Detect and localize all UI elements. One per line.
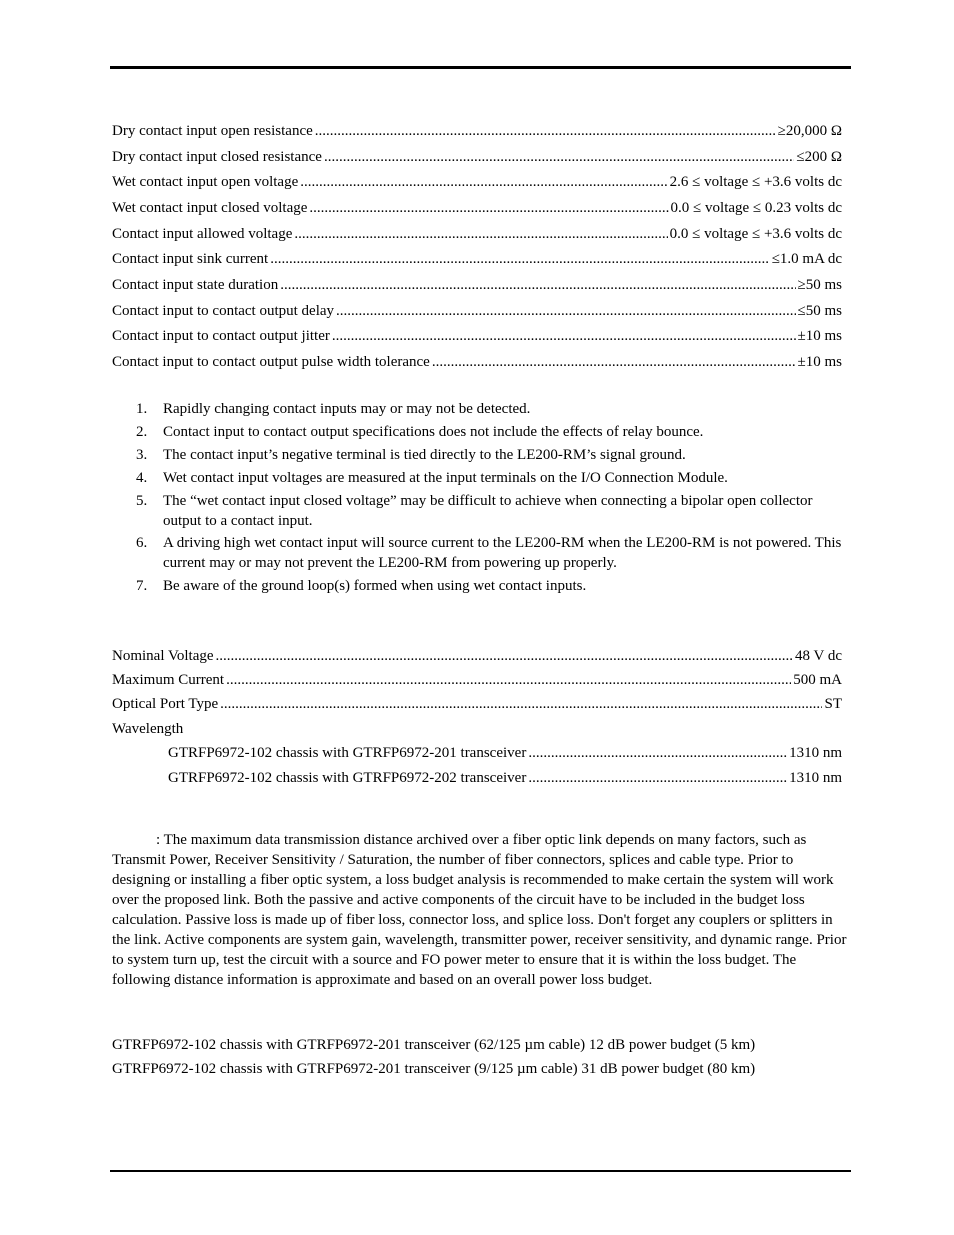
spec-row bbox=[168, 743, 842, 763]
spec-row bbox=[112, 275, 842, 295]
spec-row bbox=[112, 249, 842, 269]
note-text: A driving high wet contact input will source current to the LE200-RM when the LE200-RM is not powered. This current may or may not prevent the LE200-RM from powering up properly. bbox=[163, 535, 842, 571]
spec-value: 1310 nm bbox=[789, 770, 842, 786]
spec-value: 0.0 ≤ voltage ≤ 0.23 volts dc bbox=[670, 200, 842, 216]
spec-label: Contact input allowed voltage bbox=[112, 226, 293, 242]
spec-label: Wet contact input closed voltage bbox=[112, 200, 308, 216]
spec-row bbox=[112, 352, 842, 372]
note-text: Wet contact input voltages are measured at the input terminals on the I/O Connection Module. bbox=[163, 470, 728, 486]
spec-value: ≤1.0 mA dc bbox=[771, 251, 842, 267]
spec-label: Contact input to contact output jitter bbox=[112, 328, 330, 344]
dot-leader bbox=[324, 147, 794, 167]
spec-row bbox=[112, 326, 842, 346]
distance-paragraph: : The maximum data transmission distance archived over a fiber optic link depends on many factors, such as Transmit Power, Receiver Sensitivity / Saturation, the number of fiber connectors, splices and cable type. Prior to designing or installing a fiber optic system, a loss budget analysis is recommended to make certain the system will work over the proposed link. Both the passive and active components of the circuit have to be included in the budget loss calculation. Passive loss is made up of fiber loss, connector loss, and splice loss. Don't forget any couplers or splitters in the link. Active components are system gain, wavelength, transmitter power, receiver sensitivity, and dynamic range. Prior to system turn up, test the circuit with a source and FO power meter to ensure that it is within the loss budget. The following distance information is approximate and based on an overall power loss budget. bbox=[112, 832, 847, 988]
wavelength-heading: Wavelength bbox=[112, 721, 184, 737]
spec-label: Dry contact input open resistance bbox=[112, 123, 313, 139]
note-item bbox=[136, 422, 846, 442]
note-text: Be aware of the ground loop(s) formed when using wet contact inputs. bbox=[163, 578, 587, 594]
spec-label: Contact input state duration bbox=[112, 277, 279, 293]
spec-row bbox=[112, 147, 842, 167]
spec-label: Optical Port Type bbox=[112, 696, 219, 712]
spec-row bbox=[112, 694, 842, 714]
spec-label: Wet contact input open voltage bbox=[112, 174, 299, 190]
spec-row bbox=[112, 646, 842, 666]
dot-leader bbox=[432, 352, 796, 372]
note-item bbox=[136, 491, 846, 531]
spec-value: 0.0 ≤ voltage ≤ +3.6 volts dc bbox=[669, 226, 842, 242]
note-number: 1. bbox=[136, 401, 148, 417]
spec-label: Dry contact input closed resistance bbox=[112, 149, 322, 165]
dot-leader bbox=[309, 198, 668, 218]
note-number: 7. bbox=[136, 578, 148, 594]
spec-value: 500 mA bbox=[793, 672, 842, 688]
note-number: 3. bbox=[136, 447, 148, 463]
note-text: The “wet contact input closed voltage” may be difficult to achieve when connecting a bipolar open collector output to a contact input. bbox=[163, 493, 813, 529]
note-number: 6. bbox=[136, 535, 148, 551]
dot-leader bbox=[226, 670, 791, 690]
spec-label: Contact input to contact output pulse width tolerance bbox=[112, 354, 430, 370]
dot-leader bbox=[300, 172, 667, 192]
header-rule bbox=[110, 66, 851, 69]
footer-rule bbox=[110, 1170, 851, 1172]
note-item bbox=[136, 445, 846, 465]
spec-row bbox=[112, 670, 842, 690]
dot-leader bbox=[294, 224, 667, 244]
spec-value: ≤50 ms bbox=[797, 303, 842, 319]
spec-row bbox=[112, 198, 842, 218]
spec-row bbox=[112, 301, 842, 321]
note-number: 5. bbox=[136, 493, 148, 509]
note-text: Contact input to contact output specifications does not include the effects of relay bounce. bbox=[163, 424, 704, 440]
note-text: The contact input’s negative terminal is tied directly to the LE200-RM’s signal ground. bbox=[163, 447, 686, 463]
dot-leader bbox=[280, 275, 795, 295]
dot-leader bbox=[336, 301, 795, 321]
spec-label: Contact input sink current bbox=[112, 251, 269, 267]
note-item bbox=[136, 576, 846, 596]
spec-value: ≥50 ms bbox=[797, 277, 842, 293]
note-item bbox=[136, 468, 846, 488]
spec-row bbox=[168, 768, 842, 788]
spec-label: GTRFP6972-102 chassis with GTRFP6972-202 transceiver bbox=[168, 770, 527, 786]
note-number: 4. bbox=[136, 470, 148, 486]
spec-value: 2.6 ≤ voltage ≤ +3.6 volts dc bbox=[669, 174, 842, 190]
note-item bbox=[136, 399, 846, 419]
spec-row bbox=[112, 224, 842, 244]
note-text: Rapidly changing contact inputs may or may not be detected. bbox=[163, 401, 531, 417]
spec-value: ≥20,000 Ω bbox=[777, 123, 842, 139]
spec-value: ±10 ms bbox=[797, 354, 842, 370]
dot-leader bbox=[220, 694, 822, 714]
spec-label: Nominal Voltage bbox=[112, 648, 214, 664]
spec-value: ≤200 Ω bbox=[796, 149, 842, 165]
dot-leader bbox=[528, 743, 787, 763]
spec-row bbox=[112, 121, 842, 141]
budget-line: GTRFP6972-102 chassis with GTRFP6972-201 transceiver (9/125 µm cable) 31 dB power budget (80 km) bbox=[112, 1061, 756, 1077]
spec-value: ST bbox=[824, 696, 842, 712]
spec-label: Contact input to contact output delay bbox=[112, 303, 335, 319]
spec-row bbox=[112, 172, 842, 192]
spec-label: GTRFP6972-102 chassis with GTRFP6972-201 transceiver bbox=[168, 745, 527, 761]
spec-label: Maximum Current bbox=[112, 672, 225, 688]
spec-value: ±10 ms bbox=[797, 328, 842, 344]
note-item bbox=[136, 533, 846, 573]
dot-leader bbox=[270, 249, 769, 269]
dot-leader bbox=[528, 768, 787, 788]
dot-leader bbox=[332, 326, 796, 346]
spec-value: 1310 nm bbox=[789, 745, 842, 761]
note-number: 2. bbox=[136, 424, 148, 440]
budget-line: GTRFP6972-102 chassis with GTRFP6972-201 transceiver (62/125 µm cable) 12 dB power budget (5 km) bbox=[112, 1037, 756, 1053]
dot-leader bbox=[315, 121, 776, 141]
spec-value: 48 V dc bbox=[795, 648, 842, 664]
dot-leader bbox=[216, 646, 794, 666]
